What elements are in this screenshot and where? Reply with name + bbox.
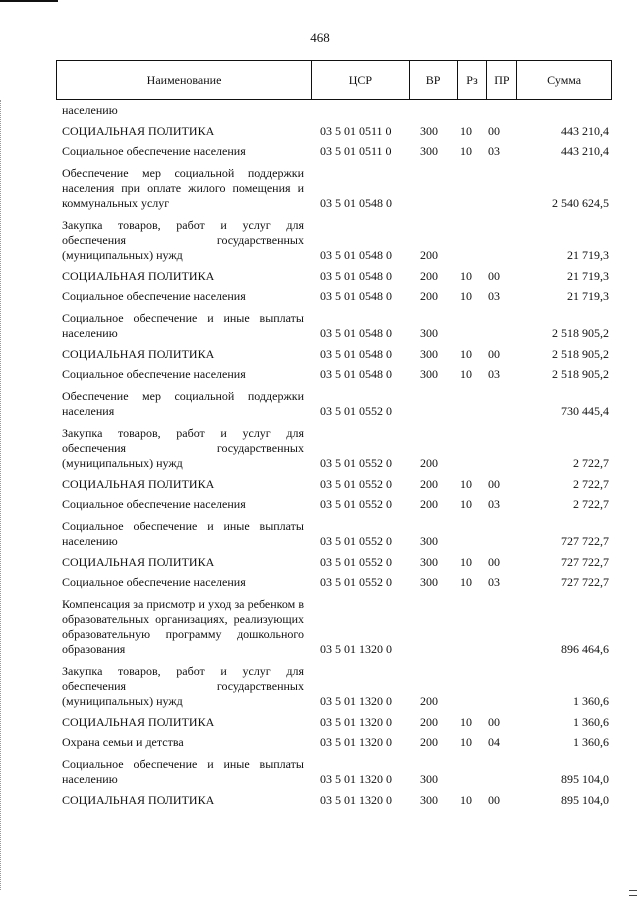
cell-name: Охрана семьи и детства: [62, 735, 184, 749]
cell-pr: 00: [488, 347, 500, 361]
cell-sum: 2 518 905,2: [552, 367, 609, 381]
cell-vr: 200: [420, 715, 438, 729]
cell-name: Социальное обеспечение населения: [62, 367, 246, 381]
cell-rz: 10: [460, 477, 472, 491]
cell-vr: 300: [420, 534, 438, 548]
cell-csr: 03 5 01 0548 0: [320, 367, 392, 381]
table-row: [62, 144, 610, 159]
cell-sum: 1 360,6: [573, 715, 609, 729]
cell-pr: 00: [488, 715, 500, 729]
cell-vr: 300: [420, 144, 438, 158]
table-row: [62, 124, 610, 139]
cell-vr: 200: [420, 694, 438, 708]
cell-name: Социальное обеспечение и иные выплаты населению: [62, 757, 304, 786]
cell-name: Обеспечение мер социальной поддержки населения при оплате жилого помещения и коммунальных услуг: [62, 166, 304, 210]
cell-csr: 03 5 01 1320 0: [320, 715, 392, 729]
header-pr: ПР: [487, 61, 517, 99]
cell-vr: 300: [420, 326, 438, 340]
table-body: [62, 103, 610, 808]
cell-rz: 10: [460, 555, 472, 569]
cell-name: СОЦИАЛЬНАЯ ПОЛИТИКА: [62, 793, 215, 807]
cell-csr: 03 5 01 0552 0: [320, 575, 392, 589]
cell-name: СОЦИАЛЬНАЯ ПОЛИТИКА: [62, 715, 215, 729]
table-row: [62, 555, 610, 570]
table-row: [62, 347, 610, 362]
cell-name: Социальное обеспечение населения: [62, 144, 246, 158]
cell-sum: 2 518 905,2: [552, 347, 609, 361]
cell-vr: 200: [420, 289, 438, 303]
cell-name: Компенсация за присмотр и уход за ребенком в образовательных организациях, реализующих образовательную программу дошкольного образования: [62, 597, 304, 656]
cell-pr: 00: [488, 477, 500, 491]
cell-rz: 10: [460, 715, 472, 729]
cell-rz: 10: [460, 793, 472, 807]
cell-name: СОЦИАЛЬНАЯ ПОЛИТИКА: [62, 269, 215, 283]
table-row: [62, 664, 610, 709]
cell-name: Социальное обеспечение населения: [62, 497, 246, 511]
cell-sum: 443 210,4: [561, 124, 609, 138]
table-row: [62, 166, 610, 211]
cell-pr: 03: [488, 289, 500, 303]
cell-csr: 03 5 01 0511 0: [320, 144, 392, 158]
cell-vr: 300: [420, 575, 438, 589]
cell-sum: 1 360,6: [573, 694, 609, 708]
cell-sum: 727 722,7: [561, 575, 609, 589]
cell-name: Социальное обеспечение и иные выплаты населению: [62, 519, 304, 548]
cell-csr: 03 5 01 1320 0: [320, 735, 392, 749]
cell-pr: 03: [488, 144, 500, 158]
header-rz: Рз: [458, 61, 488, 99]
cell-name: Социальное обеспечение населения: [62, 575, 246, 589]
cell-sum: 895 104,0: [561, 772, 609, 786]
cell-csr: 03 5 01 1320 0: [320, 642, 392, 656]
table-row: [62, 793, 610, 808]
cell-rz: 10: [460, 575, 472, 589]
cell-name: Закупка товаров, работ и услуг для обеспечения государственных (муниципальных) нужд: [62, 426, 304, 470]
header-vr: ВР: [410, 61, 458, 99]
page-number: 468: [310, 30, 330, 45]
cell-pr: 00: [488, 269, 500, 283]
cell-vr: 200: [420, 735, 438, 749]
cell-sum: 2 722,7: [573, 456, 609, 470]
table-row: [62, 735, 610, 750]
table-row: [62, 575, 610, 590]
cell-sum: 730 445,4: [561, 404, 609, 418]
cell-vr: 200: [420, 456, 438, 470]
cell-vr: 300: [420, 793, 438, 807]
cell-rz: 10: [460, 269, 472, 283]
cell-csr: 03 5 01 0548 0: [320, 347, 392, 361]
cell-pr: 00: [488, 555, 500, 569]
cell-csr: 03 5 01 1320 0: [320, 772, 392, 786]
table-row: [62, 426, 610, 471]
cell-name: Социальное обеспечение населения: [62, 289, 246, 303]
cell-pr: 03: [488, 367, 500, 381]
cell-sum: 895 104,0: [561, 793, 609, 807]
cell-sum: 2 722,7: [573, 497, 609, 511]
cell-sum: 21 719,3: [567, 289, 609, 303]
cell-csr: 03 5 01 0548 0: [320, 326, 392, 340]
cell-pr: 03: [488, 497, 500, 511]
table-row: [62, 289, 610, 304]
cell-vr: 200: [420, 269, 438, 283]
header-csr: ЦСР: [312, 61, 410, 99]
cell-vr: 300: [420, 367, 438, 381]
table-row: [62, 269, 610, 284]
cell-csr: 03 5 01 0511 0: [320, 124, 392, 138]
cell-csr: 03 5 01 0548 0: [320, 289, 392, 303]
cell-rz: 10: [460, 289, 472, 303]
cell-rz: 10: [460, 735, 472, 749]
cell-name: СОЦИАЛЬНАЯ ПОЛИТИКА: [62, 555, 215, 569]
cell-pr: 00: [488, 793, 500, 807]
scan-mark: [629, 890, 637, 891]
cell-vr: 300: [420, 347, 438, 361]
cell-vr: 300: [420, 555, 438, 569]
cell-csr: 03 5 01 1320 0: [320, 793, 392, 807]
table-row: [62, 389, 610, 419]
table-header: [56, 60, 612, 100]
cell-rz: 10: [460, 144, 472, 158]
table-row: [62, 519, 610, 549]
table-row: [62, 311, 610, 341]
table-row: [62, 757, 610, 787]
cell-sum: 1 360,6: [573, 735, 609, 749]
cell-sum: 727 722,7: [561, 555, 609, 569]
scan-mark: [629, 895, 637, 896]
cell-vr: 200: [420, 248, 438, 262]
cell-rz: 10: [460, 367, 472, 381]
cell-name: Закупка товаров, работ и услуг для обеспечения государственных (муниципальных) нужд: [62, 664, 304, 708]
cell-csr: 03 5 01 0548 0: [320, 248, 392, 262]
cell-sum: 2 540 624,5: [552, 196, 609, 210]
cell-sum: 443 210,4: [561, 144, 609, 158]
cell-rz: 10: [460, 497, 472, 511]
cell-vr: 200: [420, 497, 438, 511]
cell-vr: 300: [420, 772, 438, 786]
cell-sum: 21 719,3: [567, 269, 609, 283]
table-row: [62, 477, 610, 492]
continuation-row: [62, 103, 610, 118]
table-row: [62, 218, 610, 263]
cell-name: СОЦИАЛЬНАЯ ПОЛИТИКА: [62, 124, 215, 138]
cell-name: Социальное обеспечение и иные выплаты населению: [62, 311, 304, 340]
header-name: Наименование: [57, 61, 312, 99]
table-row: [62, 597, 610, 657]
cell-name: СОЦИАЛЬНАЯ ПОЛИТИКА: [62, 347, 215, 361]
cell-sum: 2 518 905,2: [552, 326, 609, 340]
cell-sum: 727 722,7: [561, 534, 609, 548]
cell-csr: 03 5 01 0548 0: [320, 196, 392, 210]
scan-mark: [0, 0, 58, 2]
cell-pr: 03: [488, 575, 500, 589]
cell-csr: 03 5 01 0552 0: [320, 497, 392, 511]
scan-edge: [0, 100, 3, 890]
cell-vr: 300: [420, 124, 438, 138]
cell-name: Закупка товаров, работ и услуг для обеспечения государственных (муниципальных) нужд: [62, 218, 304, 262]
cell-name: СОЦИАЛЬНАЯ ПОЛИТИКА: [62, 477, 215, 491]
table-row: [62, 367, 610, 382]
cell-rz: 10: [460, 124, 472, 138]
cell-name: Обеспечение мер социальной поддержки населения: [62, 389, 304, 418]
cell-csr: 03 5 01 1320 0: [320, 694, 392, 708]
table-row: [62, 497, 610, 512]
continuation-text: населению: [62, 103, 118, 117]
cell-csr: 03 5 01 0552 0: [320, 404, 392, 418]
cell-pr: 04: [488, 735, 500, 749]
cell-vr: 200: [420, 477, 438, 491]
cell-rz: 10: [460, 347, 472, 361]
table-row: [62, 715, 610, 730]
cell-csr: 03 5 01 0548 0: [320, 269, 392, 283]
cell-csr: 03 5 01 0552 0: [320, 456, 392, 470]
cell-sum: 21 719,3: [567, 248, 609, 262]
cell-csr: 03 5 01 0552 0: [320, 534, 392, 548]
cell-pr: 00: [488, 124, 500, 138]
cell-sum: 2 722,7: [573, 477, 609, 491]
header-sum: Сумма: [547, 72, 582, 87]
cell-sum: 896 464,6: [561, 642, 609, 656]
cell-csr: 03 5 01 0552 0: [320, 555, 392, 569]
cell-csr: 03 5 01 0552 0: [320, 477, 392, 491]
